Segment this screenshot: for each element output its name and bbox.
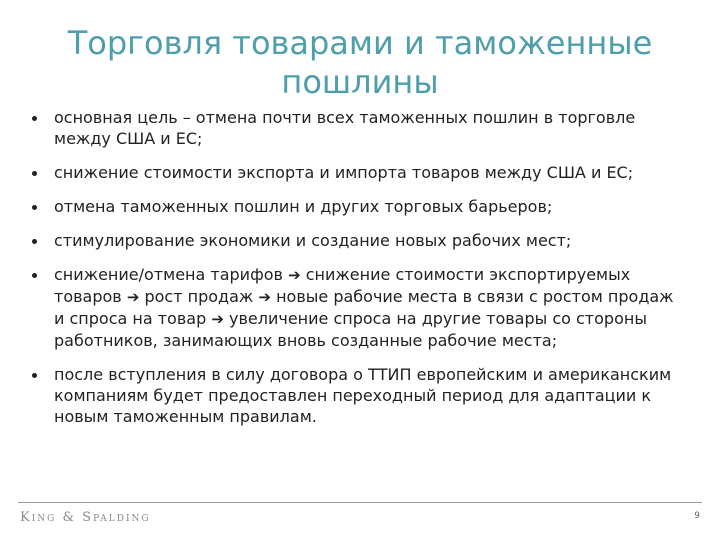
bullet-dot-icon	[32, 373, 37, 378]
bullet-dot-icon	[32, 239, 37, 244]
list-item	[32, 196, 682, 217]
list-item	[32, 230, 682, 251]
bullet-text-part: новые рабочие места в связи с ростом продаж и спроса на товар	[54, 287, 674, 328]
bullet-text-part: рост продаж	[144, 287, 254, 306]
bullet-text: основная цель – отмена почти всех таможенных пошлин в торговле между США и ЕС;	[54, 108, 636, 148]
bullet-dot-icon	[32, 171, 37, 176]
list-item	[32, 364, 682, 427]
arrow-right-icon: ➔	[258, 288, 271, 306]
bullet-list	[32, 107, 682, 427]
arrow-right-icon: ➔	[288, 266, 301, 284]
slide-title: Торговля товарами и таможенные пошлины	[67, 24, 653, 101]
page-number: 9	[694, 511, 700, 521]
bullet-text-part: снижение стоимости экспортируемых товаров	[54, 265, 631, 306]
list-item	[32, 162, 682, 183]
bullet-text: снижение стоимости экспорта и импорта товаров между США и ЕС;	[54, 163, 634, 182]
arrow-right-icon: ➔	[126, 288, 140, 306]
bullet-text-part: увеличение спроса на другие товары со стороны работников, занимающих вновь созданные рабочие места;	[54, 309, 647, 350]
footer-divider	[18, 502, 702, 503]
bullet-dot-icon	[32, 273, 37, 278]
bullet-text: отмена таможенных пошлин и других торговых барьеров;	[54, 197, 553, 216]
list-item	[32, 107, 682, 149]
bullet-text: стимулирование экономики и создание новых рабочих мест;	[54, 231, 572, 250]
bullet-dot-icon	[32, 205, 37, 210]
company-logo: King & Spalding	[20, 510, 151, 525]
arrow-right-icon: ➔	[211, 310, 224, 328]
bullet-text: после вступления в силу договора о ТТИП европейским и американским компаниям будет предоставлен переходный период для адаптации к новым таможенным правилам.	[54, 365, 672, 426]
bullet-dot-icon	[32, 116, 37, 121]
bullet-text-part: снижение/отмена тарифов	[54, 265, 283, 284]
list-item	[32, 264, 682, 351]
